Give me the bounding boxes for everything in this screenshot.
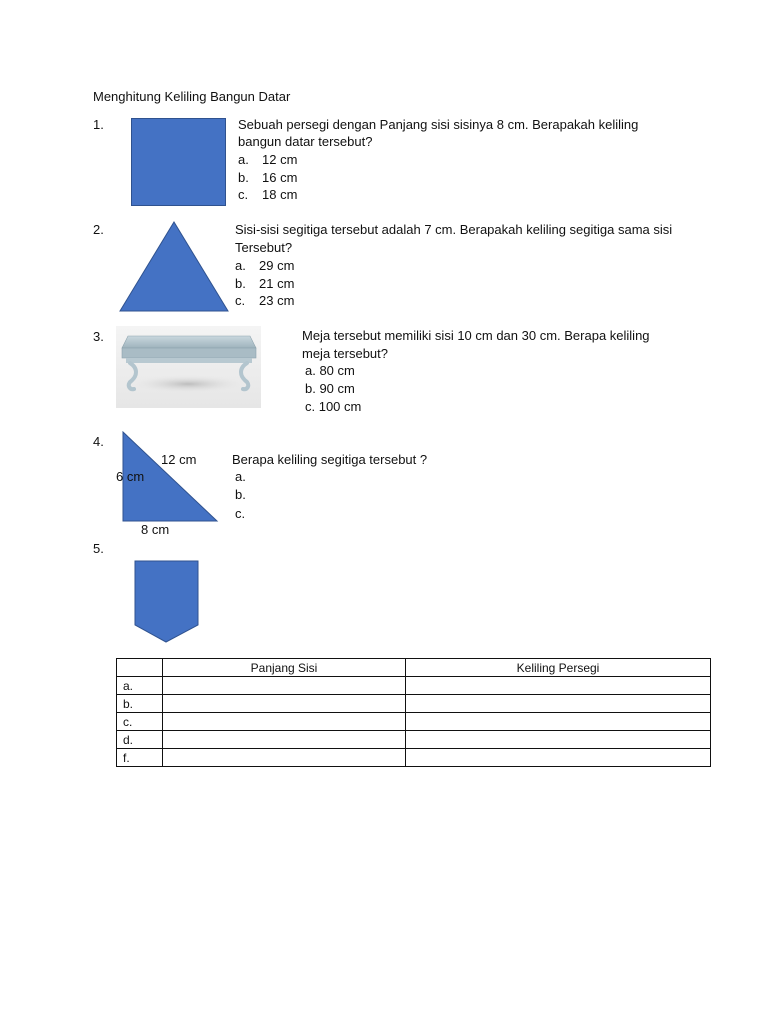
table-header-row — [117, 659, 711, 677]
q2-text-line1: Sisi-sisi segitiga tersebut adalah 7 cm. Berapakah keliling segitiga sama sisi — [235, 222, 673, 237]
table-cell-panjang-sisi[interactable] — [163, 731, 406, 749]
table-cell-keliling-persegi[interactable] — [406, 731, 711, 749]
q3-text-line2: meja tersebut? — [302, 346, 388, 361]
q2-option-b-value: 21 cm — [259, 276, 295, 291]
q1-option-a-value: 12 cm — [262, 152, 298, 167]
table-row-label: a. — [117, 677, 163, 695]
table-row — [117, 749, 711, 767]
q1-text-line2: bangun datar tersebut? — [238, 134, 373, 149]
q4-hypotenuse-label: 12 cm — [161, 452, 197, 467]
q1-option-b-key: b. — [238, 170, 249, 185]
table-row — [117, 731, 711, 749]
q3-text-line1: Meja tersebut memiliki sisi 10 cm dan 30 cm. Berapa keliling — [302, 328, 650, 343]
q2-option-b-key: b. — [235, 276, 246, 291]
pentagon-shape — [134, 560, 200, 644]
q4-question-text: Berapa keliling segitiga tersebut ? — [232, 452, 428, 467]
q4-base-label: 8 cm — [141, 522, 170, 537]
table-header-blank — [117, 659, 163, 677]
q4-number: 4. — [93, 434, 104, 449]
q3-option-b: b. 90 cm — [305, 381, 355, 396]
table-cell-keliling-persegi[interactable] — [406, 713, 711, 731]
table-row — [117, 695, 711, 713]
table-row — [117, 677, 711, 695]
table-cell-panjang-sisi[interactable] — [163, 677, 406, 695]
table-row-label: b. — [117, 695, 163, 713]
table-cell-panjang-sisi[interactable] — [163, 749, 406, 767]
q2-number: 2. — [93, 222, 104, 237]
table-header-keliling-persegi: Keliling Persegi — [406, 659, 711, 677]
table-cell-panjang-sisi[interactable] — [163, 695, 406, 713]
q1-text-line1: Sebuah persegi dengan Panjang sisi sisinya 8 cm. Berapakah keliling — [238, 117, 639, 132]
q2-option-c-value: 23 cm — [259, 293, 295, 308]
table-row — [117, 713, 711, 731]
table-cell-keliling-persegi[interactable] — [406, 677, 711, 695]
table-image — [116, 326, 261, 408]
q1-option-c-value: 18 cm — [262, 187, 298, 202]
q1-number: 1. — [93, 117, 104, 132]
table-row-label: d. — [117, 731, 163, 749]
q2-option-a-key: a. — [235, 258, 246, 273]
table-cell-panjang-sisi[interactable] — [163, 713, 406, 731]
q5-number: 5. — [93, 541, 104, 556]
q1-option-b-value: 16 cm — [262, 170, 298, 185]
table-header-panjang-sisi: Panjang Sisi — [163, 659, 406, 677]
answer-table — [116, 658, 711, 767]
q3-option-c: c. 100 cm — [305, 399, 362, 414]
q4-option-b: b. — [235, 487, 246, 502]
table-row-label: c. — [117, 713, 163, 731]
table-cell-keliling-persegi[interactable] — [406, 695, 711, 713]
table-row-label: f. — [117, 749, 163, 767]
q2-option-a-value: 29 cm — [259, 258, 295, 273]
page-title: Menghitung Keliling Bangun Datar — [93, 89, 291, 104]
square-shape — [131, 118, 227, 207]
table-cell-keliling-persegi[interactable] — [406, 749, 711, 767]
q2-text-line2: Tersebut? — [235, 240, 293, 255]
equilateral-triangle-shape — [118, 221, 230, 313]
q4-side-label: 6 cm — [116, 469, 145, 484]
q3-option-a: a. 80 cm — [305, 363, 355, 378]
q1-option-a-key: a. — [238, 152, 249, 167]
q1-option-c-key: c. — [238, 187, 249, 202]
q3-number: 3. — [93, 329, 104, 344]
q4-option-a: a. — [235, 469, 246, 484]
q2-option-c-key: c. — [235, 293, 246, 308]
q4-option-c: c. — [235, 506, 246, 521]
